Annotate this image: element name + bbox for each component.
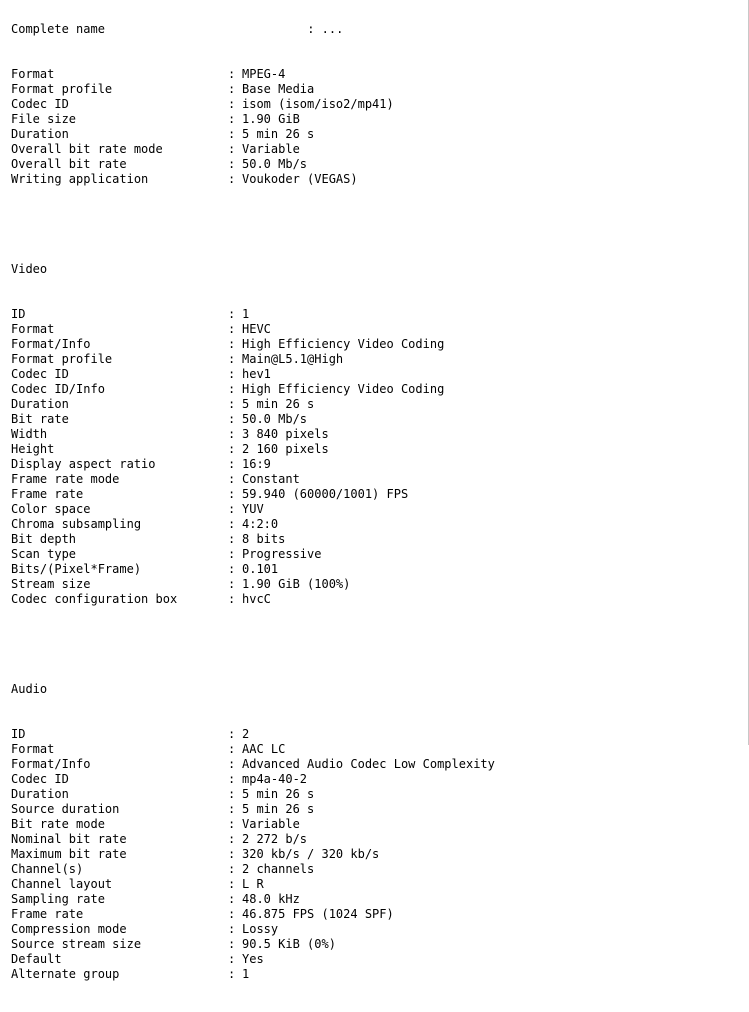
field-separator: :	[228, 787, 236, 801]
field-separator: :	[228, 322, 236, 336]
info-row	[11, 727, 495, 742]
blank-line	[11, 217, 495, 232]
field-name: Codec configuration box	[11, 592, 178, 606]
field-name: Sampling rate	[11, 892, 105, 906]
field-value: 2	[242, 727, 250, 741]
top-partial-row	[11, 22, 495, 37]
info-row	[11, 532, 495, 547]
field-value: 46.875 FPS (1024 SPF)	[242, 907, 394, 921]
field-value: High Efficiency Video Coding	[242, 337, 445, 351]
info-row	[11, 787, 495, 802]
field-name: Duration	[11, 787, 69, 801]
info-row	[11, 172, 495, 187]
field-separator: :	[228, 877, 236, 891]
field-value: hvcC	[242, 592, 271, 606]
field-name: Channel(s)	[11, 862, 84, 876]
field-name: Overall bit rate mode	[11, 142, 163, 156]
field-name: Duration	[11, 127, 69, 141]
field-separator: :	[228, 742, 236, 756]
field-separator: :	[228, 67, 236, 81]
field-value: 4:2:0	[242, 517, 279, 531]
blank-line	[11, 637, 495, 652]
field-separator: :	[228, 547, 236, 561]
field-name: ID	[11, 727, 26, 741]
info-row	[11, 82, 495, 97]
field-name: Codec ID/Info	[11, 382, 105, 396]
field-value: Constant	[242, 472, 300, 486]
field-separator: :	[228, 937, 236, 951]
field-name: Stream size	[11, 577, 91, 591]
field-separator: :	[228, 142, 236, 156]
field-separator: :	[228, 337, 236, 351]
field-value: Progressive	[242, 547, 322, 561]
field-value: 50.0 Mb/s	[242, 157, 308, 171]
field-value: 1	[242, 967, 250, 981]
field-name: Duration	[11, 397, 69, 411]
field-separator: :	[228, 172, 236, 186]
info-row	[11, 892, 495, 907]
field-name: Format profile	[11, 352, 113, 366]
field-name: Frame rate	[11, 907, 84, 921]
field-value: mp4a-40-2	[242, 772, 308, 786]
field-name: Bit rate mode	[11, 817, 105, 831]
field-value: 2 160 pixels	[242, 442, 329, 456]
info-row	[11, 337, 495, 352]
info-row	[11, 367, 495, 382]
field-value: 320 kb/s / 320 kb/s	[242, 847, 380, 861]
info-row	[11, 322, 495, 337]
field-value: Voukoder (VEGAS)	[242, 172, 358, 186]
field-separator: :	[228, 517, 236, 531]
field-value: Advanced Audio Codec Low Complexity	[242, 757, 495, 771]
info-row	[11, 517, 495, 532]
field-name: Display aspect ratio	[11, 457, 156, 471]
field-value: 59.940 (60000/1001) FPS	[242, 487, 409, 501]
field-name: Compression mode	[11, 922, 127, 936]
field-name: Source stream size	[11, 937, 142, 951]
info-row	[11, 397, 495, 412]
field-name: Bit rate	[11, 412, 69, 426]
field-separator: :	[228, 952, 236, 966]
field-separator: :	[228, 457, 236, 471]
field-value: YUV	[242, 502, 264, 516]
info-row	[11, 862, 495, 877]
field-separator: :	[228, 487, 236, 501]
info-row	[11, 382, 495, 397]
field-name: Format	[11, 67, 55, 81]
audio-section-title: Audio	[11, 682, 48, 696]
info-row	[11, 97, 495, 112]
field-value: 2 channels	[242, 862, 315, 876]
info-row	[11, 967, 495, 982]
field-separator: :	[228, 127, 236, 141]
field-name: Nominal bit rate	[11, 832, 127, 846]
field-name: Frame rate	[11, 487, 84, 501]
info-row	[11, 742, 495, 757]
field-value: 16:9	[242, 457, 271, 471]
audio-section	[11, 727, 495, 982]
field-separator: :	[228, 562, 236, 576]
general-section	[11, 67, 495, 187]
field-value: hev1	[242, 367, 271, 381]
info-row	[11, 412, 495, 427]
info-row	[11, 457, 495, 472]
field-name: Source duration	[11, 802, 120, 816]
field-separator: :	[228, 532, 236, 546]
field-separator: :	[228, 862, 236, 876]
field-name: Writing application	[11, 172, 149, 186]
field-name: Codec ID	[11, 97, 69, 111]
field-separator: :	[228, 817, 236, 831]
field-value: Base Media	[242, 82, 315, 96]
field-separator: :	[228, 442, 236, 456]
field-value: High Efficiency Video Coding	[242, 382, 445, 396]
field-name: Format/Info	[11, 337, 91, 351]
field-separator: :	[228, 772, 236, 786]
info-row	[11, 157, 495, 172]
field-separator: :	[228, 472, 236, 486]
info-row	[11, 592, 495, 607]
info-row	[11, 427, 495, 442]
info-row	[11, 757, 495, 772]
field-name: Scan type	[11, 547, 77, 561]
info-row	[11, 952, 495, 967]
field-separator: :	[228, 427, 236, 441]
field-value: 1	[242, 307, 250, 321]
field-separator: :	[228, 112, 236, 126]
field-name: Default	[11, 952, 62, 966]
info-row	[11, 817, 495, 832]
info-row	[11, 937, 495, 952]
field-value: 3 840 pixels	[242, 427, 329, 441]
info-row	[11, 547, 495, 562]
info-row	[11, 67, 495, 82]
field-separator: :	[228, 412, 236, 426]
field-name: Codec ID	[11, 367, 69, 381]
field-name: Height	[11, 442, 55, 456]
field-value: Main@L5.1@High	[242, 352, 344, 366]
field-separator: :	[228, 82, 236, 96]
field-value: 8 bits	[242, 532, 286, 546]
info-row	[11, 442, 495, 457]
field-name: ID	[11, 307, 26, 321]
field-value: 2 272 b/s	[242, 832, 308, 846]
field-value: Variable	[242, 142, 300, 156]
field-value: 5 min 26 s	[242, 397, 315, 411]
field-separator: :	[228, 352, 236, 366]
field-value: MPEG-4	[242, 67, 286, 81]
info-row	[11, 307, 495, 322]
field-value: Variable	[242, 817, 300, 831]
field-separator: :	[228, 727, 236, 741]
field-name: Channel layout	[11, 877, 113, 891]
field-value: isom (isom/iso2/mp41)	[242, 97, 394, 111]
field-value: 0.101	[242, 562, 279, 576]
field-separator: :	[228, 97, 236, 111]
field-separator: :	[228, 907, 236, 921]
info-row	[11, 907, 495, 922]
info-row	[11, 577, 495, 592]
field-separator: :	[228, 802, 236, 816]
field-separator: :	[228, 922, 236, 936]
field-name: Overall bit rate	[11, 157, 127, 171]
info-row	[11, 772, 495, 787]
field-value: 90.5 KiB (0%)	[242, 937, 336, 951]
video-section	[11, 307, 495, 607]
info-row	[11, 487, 495, 502]
field-name: Bit depth	[11, 532, 77, 546]
field-value: HEVC	[242, 322, 271, 336]
video-section-title: Video	[11, 262, 48, 276]
field-name: Chroma subsampling	[11, 517, 142, 531]
info-row	[11, 502, 495, 517]
field-name: File size	[11, 112, 77, 126]
info-row	[11, 562, 495, 577]
field-name: Codec ID	[11, 772, 69, 786]
field-value: 5 min 26 s	[242, 127, 315, 141]
field-value: L R	[242, 877, 264, 891]
field-separator: :	[228, 967, 236, 981]
field-value: 5 min 26 s	[242, 787, 315, 801]
info-row	[11, 847, 495, 862]
field-separator: :	[228, 382, 236, 396]
field-separator: :	[228, 502, 236, 516]
field-value: AAC LC	[242, 742, 286, 756]
field-name: Width	[11, 427, 48, 441]
field-name: Alternate group	[11, 967, 120, 981]
field-value: Yes	[242, 952, 264, 966]
field-value: Lossy	[242, 922, 279, 936]
info-row	[11, 877, 495, 892]
info-row	[11, 112, 495, 127]
field-value: 1.90 GiB	[242, 112, 300, 126]
info-row	[11, 832, 495, 847]
info-row	[11, 472, 495, 487]
field-name: Color space	[11, 502, 91, 516]
top-partial-line: Complete name : ...	[11, 22, 344, 36]
field-name: Format	[11, 322, 55, 336]
info-row	[11, 127, 495, 142]
field-separator: :	[228, 367, 236, 381]
field-separator: :	[228, 892, 236, 906]
field-separator: :	[228, 157, 236, 171]
field-separator: :	[228, 757, 236, 771]
info-row	[11, 142, 495, 157]
info-row	[11, 352, 495, 367]
field-value: 50.0 Mb/s	[242, 412, 308, 426]
field-separator: :	[228, 832, 236, 846]
field-name: Format profile	[11, 82, 113, 96]
info-row	[11, 802, 495, 817]
field-name: Bits/(Pixel*Frame)	[11, 562, 142, 576]
field-separator: :	[228, 847, 236, 861]
info-row	[11, 922, 495, 937]
field-name: Frame rate mode	[11, 472, 120, 486]
field-name: Format/Info	[11, 757, 91, 771]
field-separator: :	[228, 577, 236, 591]
field-value: 1.90 GiB (100%)	[242, 577, 351, 591]
field-name: Format	[11, 742, 55, 756]
field-separator: :	[228, 592, 236, 606]
field-value: 48.0 kHz	[242, 892, 300, 906]
field-value: 5 min 26 s	[242, 802, 315, 816]
field-separator: :	[228, 397, 236, 411]
report-text	[11, 0, 495, 1012]
field-separator: :	[228, 307, 236, 321]
field-name: Maximum bit rate	[11, 847, 127, 861]
